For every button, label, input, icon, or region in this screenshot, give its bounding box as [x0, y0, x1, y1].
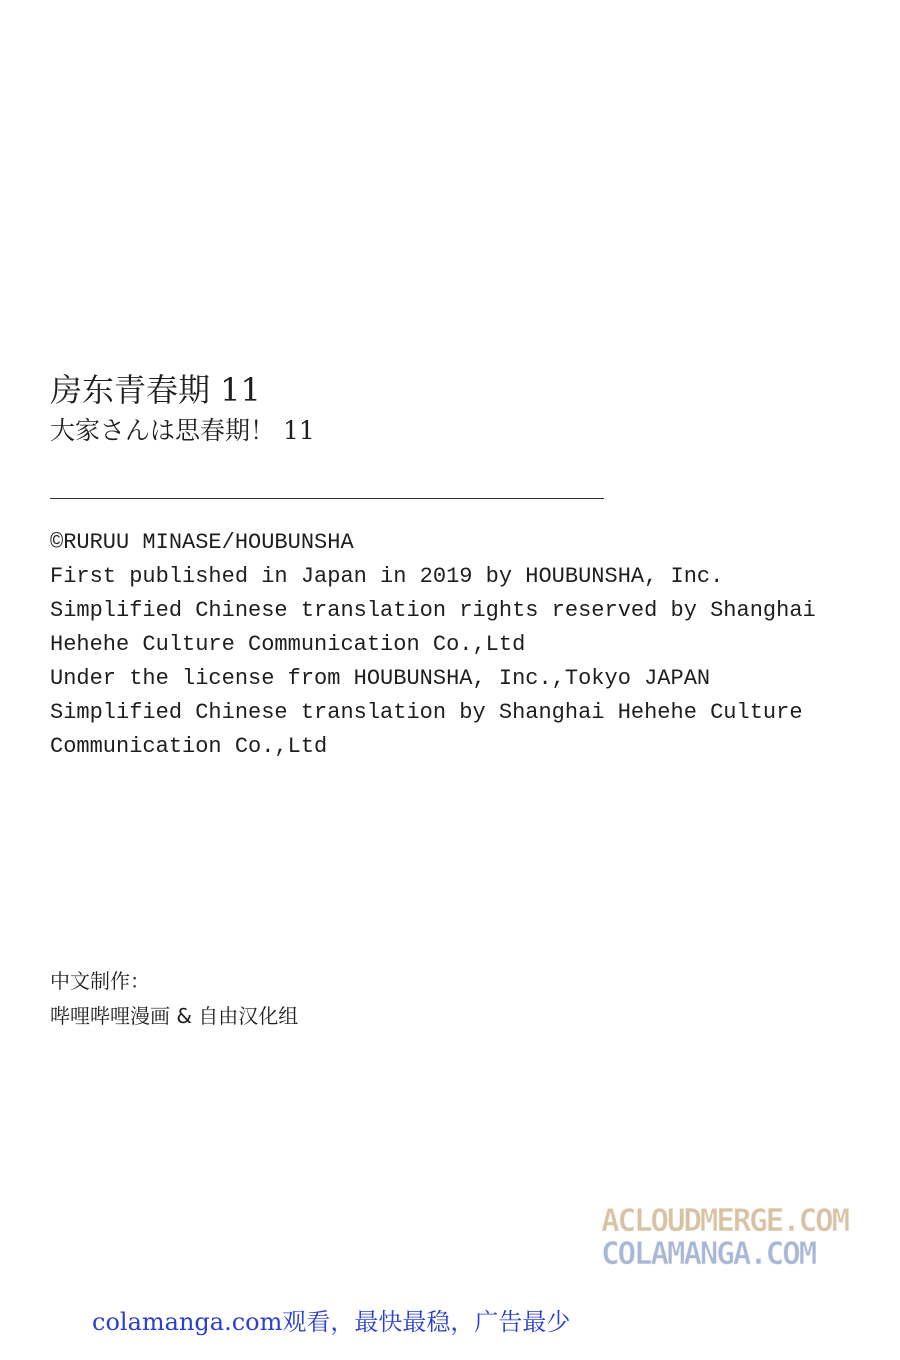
credit-line: Hehehe Culture Communication Co.,Ltd [50, 632, 526, 657]
credit-line: Under the license from HOUBUNSHA, Inc.,Tokyo JAPAN [50, 666, 711, 691]
credit-line: Communication Co.,Ltd [50, 734, 328, 759]
watermark-acloudmerge: ACLOUDMERGE.COM [601, 1203, 848, 1239]
credit-line: ©RURUU MINASE/HOUBUNSHA [50, 530, 354, 555]
production-groups: 哔哩哔哩漫画 & 自由汉化组 [50, 1004, 299, 1028]
promo-link[interactable]: colamanga.com观看，最快最稳，广告最少 [92, 1308, 571, 1336]
book-title-japanese: 大家さんは思春期！ 11 [50, 416, 315, 445]
production-label: 中文制作： [50, 969, 150, 993]
title-divider [50, 498, 604, 499]
credit-line: Simplified Chinese translation by Shanghai Hehehe Culture [50, 700, 803, 725]
credit-line: Simplified Chinese translation rights reserved by Shanghai [50, 598, 816, 623]
watermark-colamanga: COLAMANGA.COM [601, 1236, 816, 1272]
copyright-credits [50, 526, 816, 764]
credit-line: First published in Japan in 2019 by HOUBUNSHA, Inc. [50, 564, 724, 589]
book-title-chinese: 房东青春期 11 [50, 371, 261, 409]
